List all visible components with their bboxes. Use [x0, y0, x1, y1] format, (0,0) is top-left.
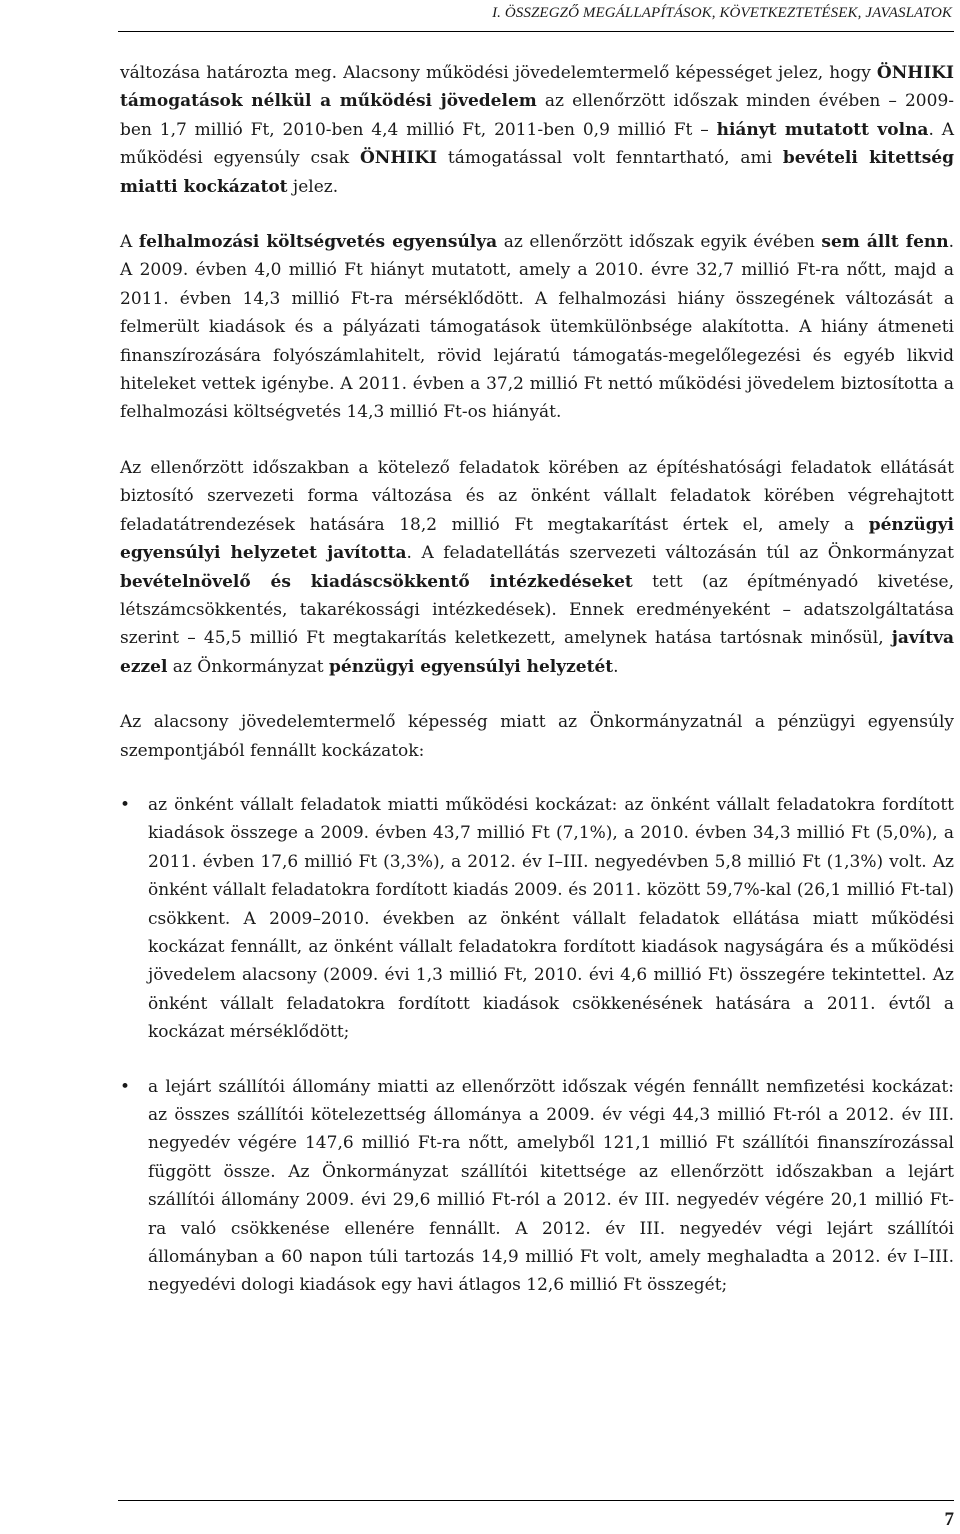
text-run: az ellenőrzött időszak egyik évében	[497, 232, 822, 253]
paragraph	[120, 454, 954, 681]
running-header	[118, 0, 954, 32]
text-run: változása határozta meg. Alacsony működési jövedelemtermelő képességet jelez, hogy	[120, 63, 877, 83]
main-content	[120, 59, 954, 1326]
list-item	[120, 791, 954, 1047]
list-item-text: az önként vállalt feladatok miatti működési kockázat: az önként vállalt feladatokra fordított kiadások összege a 2009. évben 43,7 millió Ft (7,1%), a 2010. évben 34,3 millió Ft (5,0%), a 2011. évben 17,6 millió Ft (3,3%), a 2012. év I–III. negyedévben 5,8 millió Ft (1,3%) volt. Az önként vállalt feladatokra fordított kiadás 2009. és 2011. között 59,7%-kal (26,1 millió Ft-tal) csökkent. A 2009–2010. években az önként vállalt feladatok ellátása miatt működési kockázat fennállt, az önként vállalt feladatokra fordított kiadások nagyságára és a működési jövedelem alacsony (2009. évi 1,3 millió Ft, 2010. évi 4,6 millió Ft) összegére tekintettel. Az önként vállalt feladatokra fordított kiadások csökkenésének hatására a 2011. évtől a kockázat mérséklődött;	[148, 794, 954, 1043]
text-run: . A működési egyensúly csak	[120, 119, 955, 169]
bold-run: bevételi kitettség miatti kockázatot	[120, 148, 955, 197]
text-run: az Önkormányzat	[167, 656, 329, 677]
paragraph	[120, 708, 954, 765]
bold-run: sem állt fenn	[821, 232, 949, 253]
header-title: I. ÖSSZEGZŐ MEGÁLLAPÍTÁSOK, KÖVETKEZTETÉSEK, JAVASLATOK	[492, 5, 952, 21]
page-number: 7	[944, 1509, 954, 1530]
bullet-icon: •	[120, 794, 131, 815]
text-run: Az alacsony jövedelemtermelő képesség miatt az Önkormányzatnál a pénzügyi egyensúly szempontjából fennállt kockázatok:	[120, 712, 954, 761]
text-run: .	[613, 656, 619, 677]
paragraph	[120, 228, 954, 427]
bold-run: pénzügyi egyensúlyi helyzetet javította	[120, 514, 954, 564]
list-item	[120, 1073, 954, 1300]
text-run: . A 2009. évben 4,0 millió Ft hiányt mutatott, amely a 2010. évre 32,7 millió Ft-ra nőtt, majd a 2011. évben 14,3 millió Ft-ra mérséklődött. A felhalmozási hiány összegének változását a felmerült kiadások és a pályázati támogatások ütemkülönbsége alakította. A hiány átmeneti finanszírozására folyószámlahitelt, rövid lejáratú támogatás-megelőlegezési és egyéb likvid hiteleket vettek igénybe. A 2011. évben a 37,2 millió Ft nettó működési jövedelem biztosította a felhalmozási költségvetés 14,3 millió Ft-os hiányát.	[120, 232, 955, 423]
bold-run: ÖNHIKI	[360, 148, 438, 169]
bullet-icon: •	[120, 1076, 131, 1097]
bold-run: bevételnövelő és kiadáscsökkentő intézkedéseket	[120, 571, 633, 592]
list-item-text: a lejárt szállítói állomány miatti az ellenőrzött időszak végén fennállt nemfizetési kockázat: az összes szállítói kötelezettség állománya a 2009. év végi 44,3 millió Ft-ról a 2012. év III. negyedév végére 147,6 millió Ft-ra nőtt, amelyből 121,1 millió Ft szállítói finanszírozással függött össze. Az Önkormányzat szállítói kitettsége az ellenőrzött időszakban a lejárt szállítói állomány 2009. évi 29,6 millió Ft-ról a 2012. év III. negyedév végére 20,1 millió Ft-ra való csökkenése ellenére fennállt. A 2012. év III. negyedév végi lejárt szállítói állományban a 60 napon túli tartozás 14,9 millió Ft volt, amely meghaladta a 2012. év I–III. negyedévi dologi kiadások egy havi átlagos 12,6 millió Ft összegét;	[148, 1076, 954, 1296]
risk-list	[120, 791, 954, 1300]
footer-rule	[118, 1500, 954, 1501]
text-run: támogatással volt fenntartható, ami	[437, 148, 783, 169]
text-run: tett (az építményadó kivetése, létszámcsökkentés, takarékossági intézkedések). Ennek eredményeként – adatszolgáltatása szerint – 45,5 millió Ft megtakarítás keletkezett, amelynek hatása tartósnak minősül,	[120, 571, 954, 649]
bold-run: ÖNHIKI támogatások nélkül a működési jövedelem	[120, 63, 954, 112]
bold-run: javítva ezzel	[120, 628, 954, 677]
bold-run: hiányt mutatott volna	[716, 119, 929, 140]
text-run: az ellenőrzött időszak minden évében – 2009-ben 1,7 millió Ft, 2010-ben 4,4 millió Ft, 2011-ben 0,9 millió Ft –	[120, 91, 954, 140]
bold-run: felhalmozási költségvetés egyensúlya	[138, 232, 498, 253]
bold-run: pénzügyi egyensúlyi helyzetét	[329, 656, 614, 677]
paragraph	[120, 59, 954, 201]
text-run: jelez.	[287, 176, 339, 197]
text-run: Az ellenőrzött időszakban a kötelező feladatok körében az építéshatósági feladatok ellátását biztosító szervezeti forma változása és az önként vállalt feladatok körében végrehajtott feladatátrendezések hatására 18,2 millió Ft megtakarítást értek el, amely a	[120, 457, 954, 535]
text-run: A	[120, 232, 139, 253]
text-run: . A feladatellátás szervezeti változásán túl az Önkormányzat	[406, 543, 955, 564]
